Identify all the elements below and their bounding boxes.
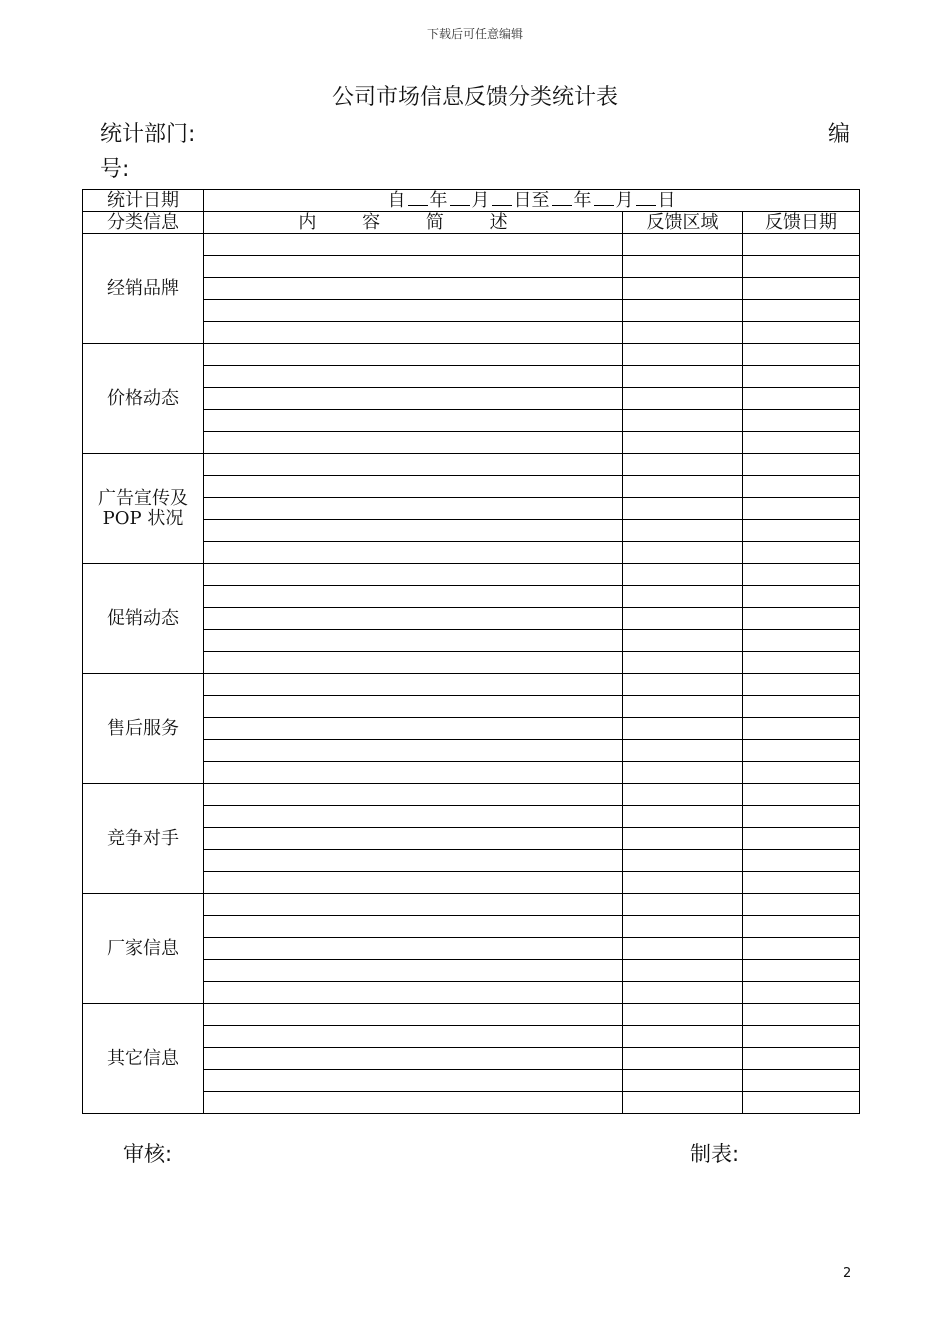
content-cell[interactable] [204, 1070, 623, 1092]
content-cell[interactable] [204, 960, 623, 982]
region-cell[interactable] [623, 630, 743, 652]
date-cell[interactable] [743, 938, 860, 960]
content-cell[interactable] [204, 520, 623, 542]
date-cell[interactable] [743, 608, 860, 630]
date-cell[interactable] [743, 432, 860, 454]
category-label: 其它信息 [107, 1047, 179, 1069]
date-cell[interactable] [743, 520, 860, 542]
date-cell[interactable] [743, 542, 860, 564]
header-row [83, 212, 860, 234]
region-cell[interactable] [623, 520, 743, 542]
region-cell[interactable] [623, 1026, 743, 1048]
date-cell[interactable] [743, 388, 860, 410]
date-cell[interactable] [743, 1048, 860, 1070]
region-cell[interactable] [623, 608, 743, 630]
content-cell[interactable] [204, 476, 623, 498]
region-cell[interactable] [623, 784, 743, 806]
region-cell[interactable] [623, 564, 743, 586]
category-label: 价格动态 [107, 387, 179, 409]
content-cell[interactable] [204, 630, 623, 652]
date-cell[interactable] [743, 366, 860, 388]
date-cell[interactable] [743, 696, 860, 718]
date-cell[interactable] [743, 1092, 860, 1114]
content-cell[interactable] [204, 894, 623, 916]
region-cell[interactable] [623, 344, 743, 366]
content-cell[interactable] [204, 1026, 623, 1048]
date-cell[interactable] [743, 784, 860, 806]
date-cell[interactable] [743, 344, 860, 366]
feedback-table [82, 189, 860, 1114]
content-cell[interactable] [204, 454, 623, 476]
table-row [83, 894, 860, 916]
dept-label: 统计部门: [100, 122, 196, 147]
category-label: 经销品牌 [107, 277, 179, 299]
region-cell[interactable] [623, 674, 743, 696]
date-cell[interactable] [743, 256, 860, 278]
date-cell[interactable] [743, 850, 860, 872]
day-to-char: 日至 [513, 189, 550, 211]
content-cell[interactable] [204, 256, 623, 278]
date-cell[interactable] [743, 652, 860, 674]
category-cell [83, 234, 204, 344]
content-cell[interactable] [204, 498, 623, 520]
region-cell[interactable] [623, 696, 743, 718]
region-cell[interactable] [623, 938, 743, 960]
year-char: 年 [573, 189, 592, 211]
day-char: 日 [657, 189, 676, 211]
number-label-part1: 编 [828, 122, 851, 147]
region-cell[interactable] [623, 542, 743, 564]
maker-label: 制表: [690, 1142, 740, 1166]
content-cell[interactable] [204, 872, 623, 894]
region-cell[interactable] [623, 916, 743, 938]
date-cell[interactable] [743, 410, 860, 432]
category-cell [83, 1004, 204, 1114]
region-cell[interactable] [623, 322, 743, 344]
region-cell[interactable] [623, 410, 743, 432]
region-cell[interactable] [623, 586, 743, 608]
region-cell[interactable] [623, 300, 743, 322]
region-cell[interactable] [623, 388, 743, 410]
category-label: 售后服务 [107, 717, 179, 739]
table-row [83, 1004, 860, 1026]
date-cell[interactable] [743, 586, 860, 608]
form-title: 公司市场信息反馈分类统计表 [331, 85, 618, 110]
content-cell[interactable] [204, 916, 623, 938]
month-char: 月 [615, 189, 634, 211]
content-cell[interactable] [204, 828, 623, 850]
date-cell[interactable] [743, 982, 860, 1004]
date-cell[interactable] [743, 476, 860, 498]
blank-line[interactable] [636, 191, 656, 206]
region-cell[interactable] [623, 762, 743, 784]
blank-line[interactable] [552, 191, 572, 206]
date-cell[interactable] [743, 806, 860, 828]
date-from-char: 自 [387, 189, 406, 211]
content-cell[interactable] [204, 234, 623, 256]
date-cell[interactable] [743, 278, 860, 300]
content-cell[interactable] [204, 696, 623, 718]
blank-line[interactable] [408, 191, 428, 206]
category-cell [83, 894, 204, 1004]
col-region: 反馈区域 [623, 212, 743, 234]
region-cell[interactable] [623, 498, 743, 520]
category-label: 广告宣传及 [98, 487, 188, 509]
number-label-part2: 号: [100, 157, 130, 182]
blank-line[interactable] [492, 191, 512, 206]
region-cell[interactable] [623, 234, 743, 256]
header-note: 下载后可任意编辑 [426, 27, 523, 41]
content-cell[interactable] [204, 718, 623, 740]
year-char: 年 [429, 189, 448, 211]
col-content: 内 容 简 述 [204, 212, 623, 234]
month-char: 月 [471, 189, 490, 211]
region-cell[interactable] [623, 1004, 743, 1026]
region-cell[interactable] [623, 740, 743, 762]
content-cell[interactable] [204, 388, 623, 410]
content-cell[interactable] [204, 806, 623, 828]
region-cell[interactable] [623, 366, 743, 388]
date-label: 统计日期 [83, 190, 204, 212]
table-row [83, 344, 860, 366]
region-cell[interactable] [623, 872, 743, 894]
content-cell[interactable] [204, 300, 623, 322]
date-cell[interactable] [743, 1070, 860, 1092]
date-cell[interactable] [743, 630, 860, 652]
content-cell[interactable] [204, 1048, 623, 1070]
content-cell[interactable] [204, 366, 623, 388]
category-cell [83, 784, 204, 894]
content-cell[interactable] [204, 784, 623, 806]
region-cell[interactable] [623, 476, 743, 498]
date-cell[interactable] [743, 322, 860, 344]
date-cell[interactable] [743, 300, 860, 322]
date-cell[interactable] [743, 1004, 860, 1026]
date-cell[interactable] [743, 960, 860, 982]
col-category: 分类信息 [83, 212, 204, 234]
content-cell[interactable] [204, 938, 623, 960]
blank-line[interactable] [594, 191, 614, 206]
table-row [83, 454, 860, 476]
content-cell[interactable] [204, 982, 623, 1004]
region-cell[interactable] [623, 278, 743, 300]
content-cell[interactable] [204, 542, 623, 564]
date-row [83, 190, 860, 212]
content-cell[interactable] [204, 608, 623, 630]
category-label: 厂家信息 [107, 937, 179, 959]
content-cell[interactable] [204, 564, 623, 586]
region-cell[interactable] [623, 1092, 743, 1114]
region-cell[interactable] [623, 1070, 743, 1092]
content-cell[interactable] [204, 850, 623, 872]
blank-line[interactable] [450, 191, 470, 206]
audit-label: 审核: [123, 1142, 173, 1166]
date-cell[interactable] [743, 564, 860, 586]
region-cell[interactable] [623, 960, 743, 982]
content-cell[interactable] [204, 740, 623, 762]
content-cell[interactable] [204, 344, 623, 366]
date-cell[interactable] [743, 828, 860, 850]
region-cell[interactable] [623, 850, 743, 872]
content-cell[interactable] [204, 432, 623, 454]
page-number: 2 [843, 1266, 852, 1281]
region-cell[interactable] [623, 894, 743, 916]
content-cell[interactable] [204, 1004, 623, 1026]
date-cell[interactable] [743, 740, 860, 762]
region-cell[interactable] [623, 828, 743, 850]
category-label-line2: POP 状况 [102, 507, 184, 529]
content-cell[interactable] [204, 762, 623, 784]
region-cell[interactable] [623, 982, 743, 1004]
category-cell [83, 454, 204, 564]
date-cell[interactable] [743, 1026, 860, 1048]
date-cell[interactable] [743, 894, 860, 916]
date-cell[interactable] [743, 916, 860, 938]
content-cell[interactable] [204, 1092, 623, 1114]
category-cell [83, 674, 204, 784]
col-date: 反馈日期 [743, 212, 860, 234]
category-cell [83, 564, 204, 674]
region-cell[interactable] [623, 432, 743, 454]
table-row [83, 674, 860, 696]
category-label: 竞争对手 [107, 827, 179, 849]
region-cell[interactable] [623, 806, 743, 828]
content-cell[interactable] [204, 410, 623, 432]
region-cell[interactable] [623, 256, 743, 278]
table-row [83, 564, 860, 586]
region-cell[interactable] [623, 718, 743, 740]
date-cell[interactable] [743, 674, 860, 696]
region-cell[interactable] [623, 454, 743, 476]
category-label: 促销动态 [107, 607, 179, 629]
region-cell[interactable] [623, 652, 743, 674]
date-cell[interactable] [743, 872, 860, 894]
date-cell[interactable] [743, 718, 860, 740]
date-cell[interactable] [743, 762, 860, 784]
date-cell[interactable] [743, 234, 860, 256]
content-cell[interactable] [204, 322, 623, 344]
category-cell [83, 344, 204, 454]
region-cell[interactable] [623, 1048, 743, 1070]
content-cell[interactable] [204, 674, 623, 696]
content-cell[interactable] [204, 586, 623, 608]
date-range[interactable] [204, 190, 860, 212]
date-cell[interactable] [743, 498, 860, 520]
table-row [83, 234, 860, 256]
content-cell[interactable] [204, 652, 623, 674]
table-row [83, 784, 860, 806]
date-cell[interactable] [743, 454, 860, 476]
content-cell[interactable] [204, 278, 623, 300]
